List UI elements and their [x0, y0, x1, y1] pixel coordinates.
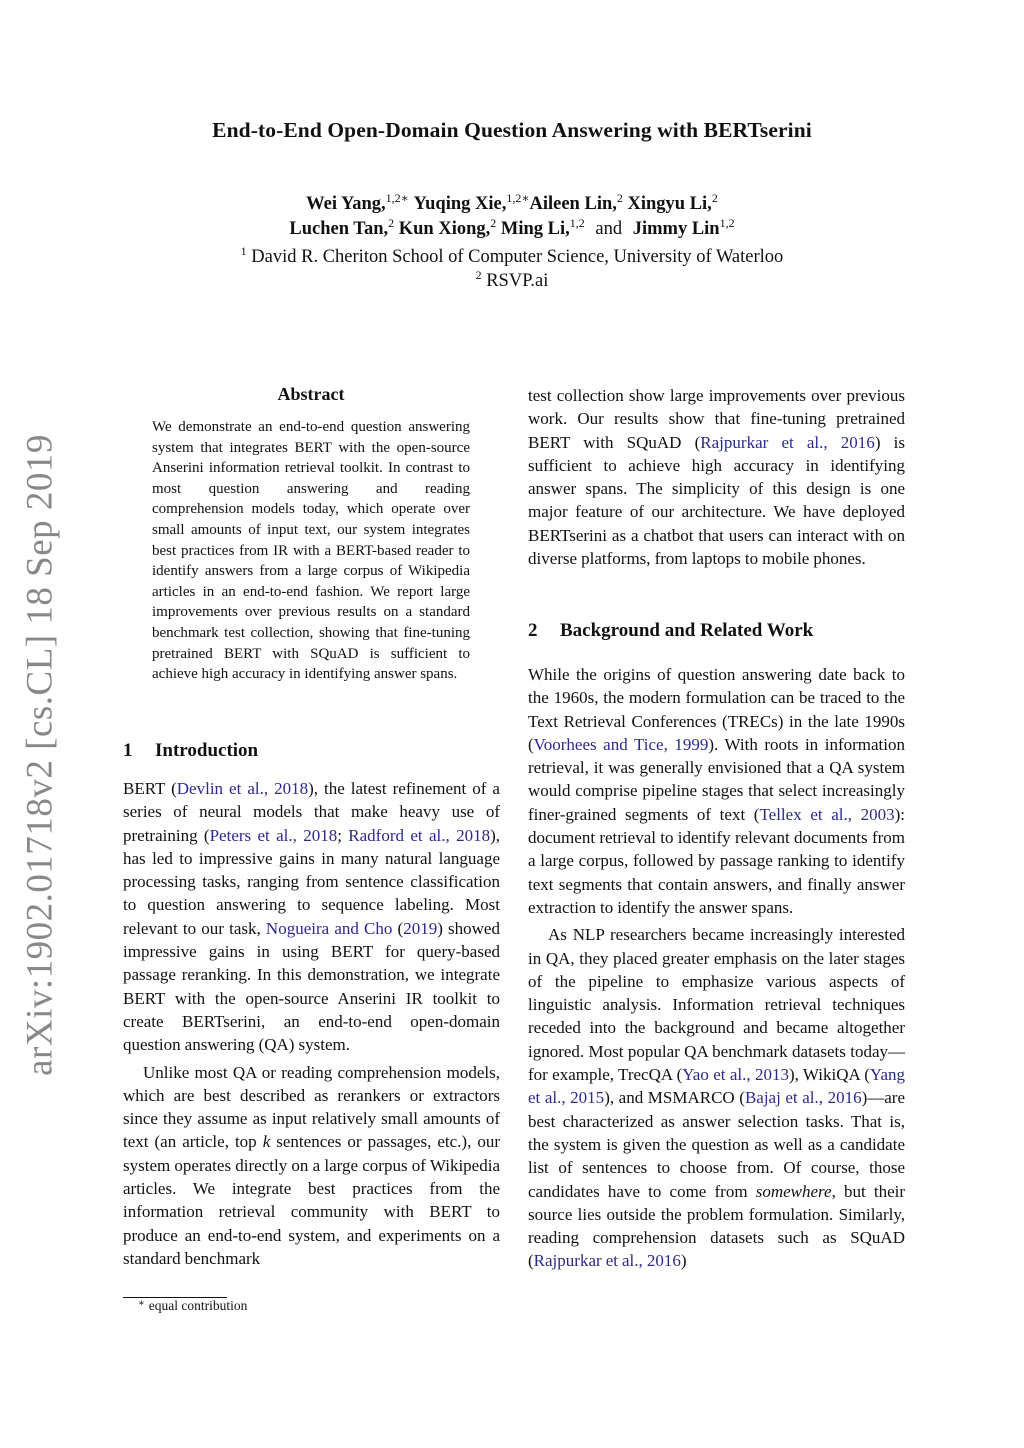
section-2-heading: 2 Background and Related Work [528, 620, 814, 641]
footnote: ∗ equal contribution [138, 1298, 248, 1313]
paragraph: test collection show large improvements over previous work. Our results show that fine-tuning pretrained BERT with SQuAD (Rajpurkar et al., 2016) is sufficient to achieve high accuracy in identifying answer spans. The simplicity of this design is one major feature of our architecture. We have deployed BERTserini as a chatbot that users can interact with on diverse platforms, from laptops to mobile phones. [528, 386, 905, 569]
author: Ming Li,$^{1,2}$ [500, 216, 585, 239]
author: Kun Xiong,$^2$ [398, 216, 497, 239]
affiliation-1: $^1$ David R. Cheriton School of Computer Science, University of Waterloo [240, 244, 784, 267]
arxiv-identifier: arXiv:1902.01718v2 [cs.CL] 18 Sep 2019 [19, 434, 61, 1076]
author: Aileen Lin,$^2$ [529, 191, 623, 214]
citation-link[interactable]: Yao et al., 2013 [682, 1065, 789, 1085]
paragraph: As NLP researchers became increasingly interested in QA, they placed greater emphasis on the later stages of the pipeline to emphasize various aspects of linguistic analysis. Information retrieval techniques receded into the background and became altogether ignored. Most popular QA benchmark datasets today—for example, TrecQA (Yao et al., 2013), WikiQA (Yang et al., 2015), and MSMARCO (Bajaj et al., 2016)—are best characterized as answer selection tasks. That is, the system is given the question as well as a candidate list of sentences to choose from. Of course, those candidates have to come from somewhere, but their source lies outside the problem formulation. Similarly, reading comprehension datasets such as SQuAD (Rajpurkar et al., 2016) [528, 925, 905, 1271]
author-line-2 [0, 217, 1024, 242]
paragraph: Unlike most QA or reading comprehension models, which are best described as rerankers or extractors since they assume as input relatively small amounts of text (an article, top k sentences or passages, etc.), our system operates directly on a large corpus of Wikipedia articles. We integrate best practices from the information retrieval community with BERT to produce an end-to-end system, and experiments on a standard benchmark [123, 1062, 500, 1268]
author: Wei Yang,$^{1,2∗}$ [306, 191, 409, 214]
citation-link[interactable]: Radford et al., 2018 [348, 825, 491, 845]
citation-link[interactable]: Rajpurkar et al., 2016 [533, 1251, 681, 1271]
paragraph: While the origins of question answering date back to the 1960s, the modern formulation can be traced to the Text Retrieval Conferences (TRECs) in the late 1990s (Voorhees and Tice, 1999). With roots in information retrieval, it was generally envisioned that a QA system would comprise pipeline stages that select increasingly finer-grained segments of text (Tellex et al., 2003): document retrieval to identify relevant documents from a large corpus, followed by passage ranking to identify text segments that contain answers, and finally answer extraction to identify the answer spans. [528, 665, 906, 917]
affiliation-2: $^2$ RSVP.ai [475, 268, 549, 291]
author: Yuqing Xie,$^{1,2∗}$ [413, 191, 530, 214]
author: Xingyu Li,$^2$ [627, 191, 718, 214]
paragraph: BERT (Devlin et al., 2018), the latest refinement of a series of neural models that make heavy use of pretraining (Peters et al., 2018; Radford et al., 2018), has led to impressive gains in many natural language processing tasks, ranging from sentence classification to question answering to sequence labeling. Most relevant to our task, Nogueira and Cho (2019) showed impressive gains in using BERT for query-based passage reranking. In this demonstration, we integrate BERT with the open-source Anserini IR toolkit to create BERTserini, an end-to-end open-domain question answering (QA) system. [123, 779, 500, 1055]
author-list [0, 192, 1024, 242]
and-word: and [595, 219, 623, 239]
paper-title: End-to-End Open-Domain Question Answering with BERTserini [212, 118, 812, 142]
author: Luchen Tan,$^2$ [289, 216, 395, 239]
abstract-heading: Abstract [277, 384, 345, 404]
section-1-body [123, 777, 500, 1270]
section-1-heading: 1 Introduction [123, 740, 259, 761]
citation-link[interactable]: Yang et al., 2015 [528, 1065, 905, 1108]
citation-link[interactable]: Nogueira and Cho [265, 918, 393, 938]
citation-link[interactable]: Voorhees and Tice, 1999 [533, 734, 709, 754]
citation-link[interactable]: Devlin et al., 2018 [176, 779, 309, 798]
author-line-1 [0, 192, 1024, 217]
right-column-intro-cont [528, 384, 905, 570]
citation-link[interactable]: Bajaj et al., 2016 [744, 1088, 862, 1108]
citation-link[interactable]: Rajpurkar et al., 2016 [700, 432, 875, 452]
citation-link[interactable]: 2019 [403, 918, 438, 938]
citation-link[interactable]: Tellex et al., 2003 [759, 804, 895, 824]
section-2-body [528, 663, 905, 1273]
author: Jimmy Lin$^{1,2}$ [632, 216, 735, 239]
citation-link[interactable]: Peters et al., 2018 [209, 825, 338, 845]
abstract-text: We demonstrate an end-to-end question answering system that integrates BERT with the open-source Anserini information retrieval toolkit. In contrast to most question answering and reading comprehension models today, which operate over small amounts of input text, our system integrates best practices from IR with a BERT-based reader to identify answers from a large corpus of Wikipedia articles in an end-to-end fashion. We report large improvements over previous results on a standard benchmark test collection, showing that fine-tuning pretrained BERT with SQuAD is sufficient to achieve high accuracy in identifying answer spans. [152, 419, 470, 683]
